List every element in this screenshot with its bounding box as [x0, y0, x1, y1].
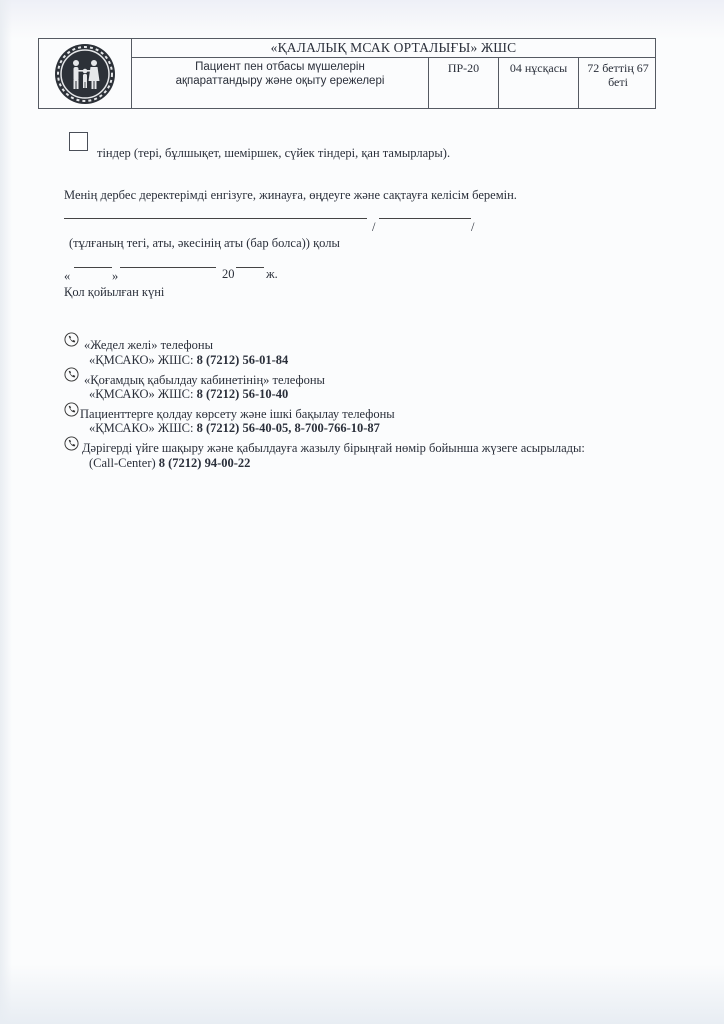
- contact-2-line: [89, 387, 288, 402]
- page-number: 72 беттің 67 беті: [587, 61, 649, 89]
- date-year-suffix: ж.: [266, 267, 278, 281]
- contact-4-phone: 8 (7212) 94-00-22: [158, 456, 251, 470]
- date-day-line: [74, 267, 112, 268]
- document-title: [132, 58, 429, 108]
- phone-icon: [64, 332, 79, 347]
- contact-2-phone: 8 (7212) 56-10-40: [196, 387, 289, 401]
- contact-1-label: «Жедел желі» телефоны: [84, 338, 213, 352]
- scan-shadow-bottom: [0, 964, 724, 1024]
- contact-2-label: «Қоғамдық қабылдау кабинетінің» телефоны: [84, 373, 325, 387]
- contact-1-line: [89, 353, 288, 368]
- phone-icon: [64, 402, 79, 417]
- phone-icon: [64, 436, 79, 451]
- contact-3-org: «ҚМСАКО» ЖШС:: [89, 421, 197, 435]
- document-title-line-1: Пациент пен отбасы мүшелерін: [195, 61, 365, 73]
- contact-1-phone: 8 (7212) 56-01-84: [196, 353, 289, 367]
- date-year-prefix: 20: [222, 267, 235, 281]
- contact-3-label: Пациенттерге қолдау көрсету және ішкі бақылау телефоны: [80, 407, 395, 421]
- consent-statement: Менің дербес деректерімді енгізуге, жинауға, өңдеуге және сақтауға келісім беремін.: [64, 188, 517, 202]
- organization-name: «ҚАЛАЛЫҚ МСАК ОРТАЛЫҒЫ» ЖШС: [132, 39, 655, 58]
- signature-caption: (тұлғаның тегі, аты, әкесінің аты (бар болса)) қолы: [69, 236, 340, 250]
- scan-shadow-top: [0, 0, 724, 40]
- logo-cell: [39, 39, 132, 108]
- contact-2-org: «ҚМСАКО» ЖШС:: [89, 387, 197, 401]
- contact-4-org: (Call-Center): [89, 456, 159, 470]
- date-year-line: [236, 267, 264, 268]
- signature-separator-2: /: [471, 220, 475, 234]
- signature-line: [379, 218, 471, 219]
- date-caption: Қол қойылған күні: [64, 285, 165, 299]
- contact-4-label: Дәрігерді үйге шақыру және қабылдауға жазылу бірыңғай нөмір бойынша жүзеге асырылады:: [82, 441, 585, 455]
- date-month-line: [120, 267, 216, 268]
- contact-1-org: «ҚМСАКО» ЖШС:: [89, 353, 197, 367]
- contact-3-line: [89, 421, 380, 436]
- date-open-quote: «: [64, 269, 71, 283]
- scan-shadow-left: [0, 0, 12, 1024]
- document-edition: 04 нұсқасы: [499, 58, 579, 108]
- document-code: ПР-20: [429, 58, 499, 108]
- signature-name-line: [64, 218, 367, 219]
- document-title-line-2: ақпараттандыру және оқыту ережелері: [175, 75, 385, 87]
- signature-separator-1: /: [372, 220, 376, 234]
- document-header: [38, 38, 656, 109]
- date-close-quote: »: [112, 269, 119, 283]
- contact-3-phone: 8 (7212) 56-40-05, 8-700-766-10-87: [196, 421, 380, 435]
- phone-icon: [64, 367, 79, 382]
- contact-4-line: [89, 456, 250, 471]
- consent-checkbox[interactable]: [69, 132, 88, 151]
- organization-logo-icon: [54, 43, 116, 105]
- checkbox-label: тіндер (тері, бұлшықет, шеміршек, сүйек тіндері, қан тамырлары).: [97, 146, 451, 160]
